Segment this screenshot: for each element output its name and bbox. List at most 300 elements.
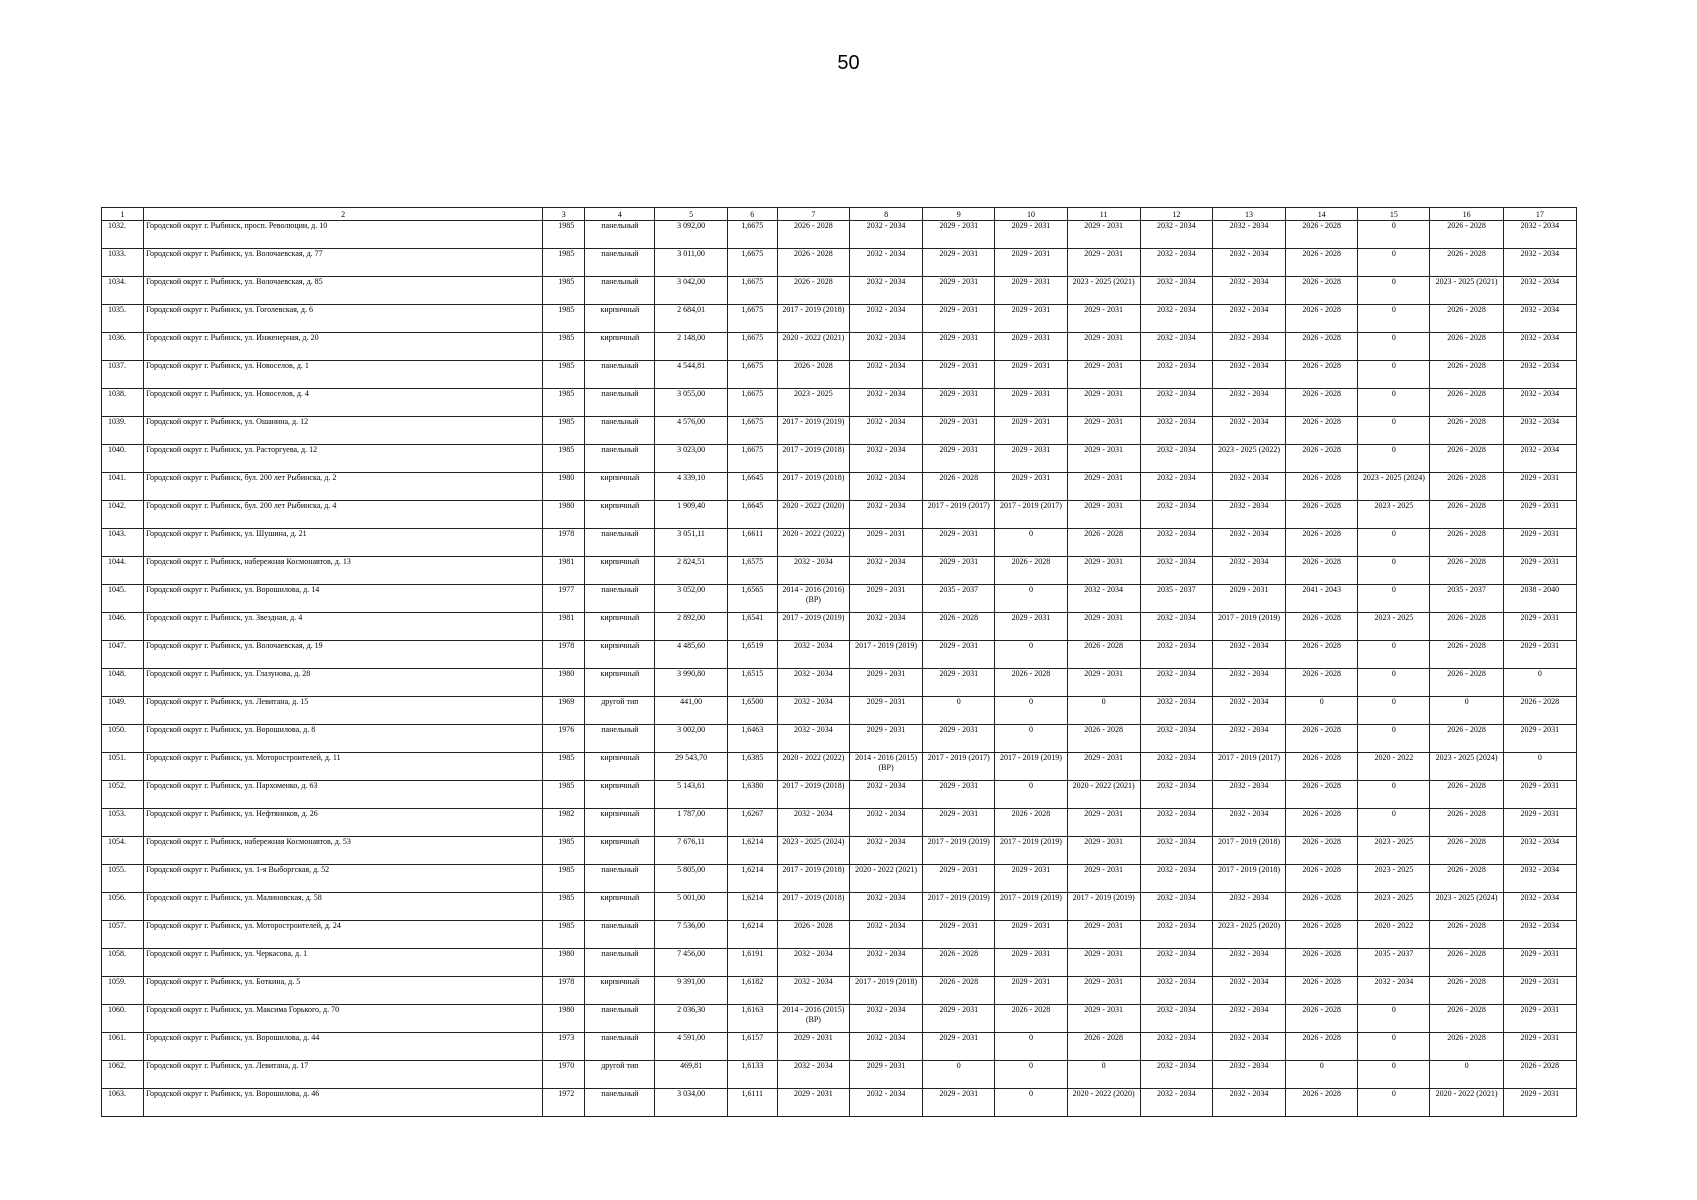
period-col-9-cell: 2026 - 2028 — [923, 473, 995, 501]
area-cell: 4 544,81 — [655, 361, 727, 389]
build-year-cell: 1985 — [543, 921, 585, 949]
coefficient-cell: 1,6214 — [727, 865, 777, 893]
period-col-16-cell: 0 — [1430, 1061, 1503, 1089]
period-col-8-cell: 2032 - 2034 — [849, 417, 922, 445]
period-col-17-cell: 0 — [1503, 669, 1576, 697]
period-col-11-cell: 2017 - 2019 (2019) — [1067, 893, 1140, 921]
wall-material-cell: другой тип — [585, 697, 655, 725]
period-col-15-cell: 0 — [1358, 277, 1430, 305]
period-col-8-cell: 2029 - 2031 — [849, 697, 922, 725]
period-col-15-cell: 0 — [1358, 781, 1430, 809]
period-col-10-cell: 0 — [995, 529, 1067, 557]
period-col-9-cell: 2029 - 2031 — [923, 809, 995, 837]
address-cell: Городской округ г. Рыбинск, ул. Новоселов, д. 4 — [144, 389, 543, 417]
period-col-7-cell: 2020 - 2022 (2022) — [777, 529, 849, 557]
period-col-16-cell: 2023 - 2025 (2021) — [1430, 277, 1503, 305]
period-col-17-cell: 2032 - 2034 — [1503, 221, 1576, 249]
period-col-7-cell: 2026 - 2028 — [777, 249, 849, 277]
coefficient-cell: 1,6565 — [727, 585, 777, 613]
row-number-cell: 1056. — [102, 893, 144, 921]
period-col-13-cell: 2032 - 2034 — [1212, 557, 1285, 585]
period-col-15-cell: 2023 - 2025 — [1358, 837, 1430, 865]
period-col-7-cell: 2014 - 2016 (2016) (ВР) — [777, 585, 849, 613]
row-number-cell: 1062. — [102, 1061, 144, 1089]
period-col-13-cell: 2032 - 2034 — [1212, 277, 1285, 305]
period-col-12-cell: 2032 - 2034 — [1140, 641, 1212, 669]
coefficient-cell: 1,6541 — [727, 613, 777, 641]
build-year-cell: 1985 — [543, 277, 585, 305]
period-col-15-cell: 0 — [1358, 641, 1430, 669]
row-number-cell: 1049. — [102, 697, 144, 725]
period-col-15-cell: 0 — [1358, 305, 1430, 333]
period-col-13-cell: 2032 - 2034 — [1212, 389, 1285, 417]
table-row — [102, 277, 1577, 305]
period-col-14-cell: 2026 - 2028 — [1286, 753, 1358, 781]
period-col-12-cell: 2032 - 2034 — [1140, 977, 1212, 1005]
period-col-10-cell: 0 — [995, 641, 1067, 669]
period-col-12-cell: 2032 - 2034 — [1140, 753, 1212, 781]
period-col-14-cell: 2026 - 2028 — [1286, 893, 1358, 921]
table-row — [102, 669, 1577, 697]
period-col-16-cell: 2026 - 2028 — [1430, 837, 1503, 865]
build-year-cell: 1980 — [543, 473, 585, 501]
build-year-cell: 1985 — [543, 837, 585, 865]
address-cell: Городской округ г. Рыбинск, ул. Малиновская, д. 58 — [144, 893, 543, 921]
row-number-cell: 1060. — [102, 1005, 144, 1033]
period-col-10-cell: 0 — [995, 781, 1067, 809]
period-col-14-cell: 2026 - 2028 — [1286, 1089, 1358, 1117]
period-col-14-cell: 2026 - 2028 — [1286, 557, 1358, 585]
period-col-10-cell: 2017 - 2019 (2019) — [995, 837, 1067, 865]
period-col-7-cell: 2020 - 2022 (2020) — [777, 501, 849, 529]
wall-material-cell: кирпичный — [585, 501, 655, 529]
area-cell: 4 485,60 — [655, 641, 727, 669]
period-col-13-cell: 2032 - 2034 — [1212, 669, 1285, 697]
table-row — [102, 585, 1577, 613]
period-col-12-cell: 2032 - 2034 — [1140, 613, 1212, 641]
wall-material-cell: панельный — [585, 1033, 655, 1061]
period-col-15-cell: 2035 - 2037 — [1358, 949, 1430, 977]
period-col-9-cell: 2017 - 2019 (2019) — [923, 837, 995, 865]
column-header-16: 16 — [1430, 208, 1503, 221]
period-col-14-cell: 2026 - 2028 — [1286, 389, 1358, 417]
period-col-9-cell: 2029 - 2031 — [923, 557, 995, 585]
period-col-9-cell: 2026 - 2028 — [923, 977, 995, 1005]
row-number-cell: 1058. — [102, 949, 144, 977]
address-cell: Городской округ г. Рыбинск, ул. Пархоменко, д. 63 — [144, 781, 543, 809]
area-cell: 7 536,00 — [655, 921, 727, 949]
coefficient-cell: 1,6463 — [727, 725, 777, 753]
table-row — [102, 1089, 1577, 1117]
wall-material-cell: панельный — [585, 529, 655, 557]
period-col-16-cell: 2026 - 2028 — [1430, 333, 1503, 361]
period-col-12-cell: 2032 - 2034 — [1140, 529, 1212, 557]
period-col-7-cell: 2017 - 2019 (2018) — [777, 473, 849, 501]
period-col-9-cell: 2017 - 2019 (2019) — [923, 893, 995, 921]
period-col-8-cell: 2032 - 2034 — [849, 389, 922, 417]
period-col-17-cell: 2026 - 2028 — [1503, 697, 1576, 725]
period-col-8-cell: 2032 - 2034 — [849, 1005, 922, 1033]
period-col-12-cell: 2032 - 2034 — [1140, 781, 1212, 809]
build-year-cell: 1981 — [543, 557, 585, 585]
area-cell: 469,81 — [655, 1061, 727, 1089]
area-cell: 4 591,00 — [655, 1033, 727, 1061]
period-col-12-cell: 2032 - 2034 — [1140, 305, 1212, 333]
period-col-12-cell: 2032 - 2034 — [1140, 697, 1212, 725]
period-col-13-cell: 2023 - 2025 (2020) — [1212, 921, 1285, 949]
row-number-cell: 1037. — [102, 361, 144, 389]
column-header-3: 3 — [543, 208, 585, 221]
period-col-11-cell: 2029 - 2031 — [1067, 809, 1140, 837]
period-col-8-cell: 2032 - 2034 — [849, 473, 922, 501]
row-number-cell: 1061. — [102, 1033, 144, 1061]
period-col-15-cell: 2032 - 2034 — [1358, 977, 1430, 1005]
column-header-8: 8 — [849, 208, 922, 221]
table-body — [102, 221, 1577, 1117]
period-col-8-cell: 2032 - 2034 — [849, 557, 922, 585]
period-col-14-cell: 2041 - 2043 — [1286, 585, 1358, 613]
period-col-15-cell: 0 — [1358, 585, 1430, 613]
table-row — [102, 557, 1577, 585]
build-year-cell: 1985 — [543, 305, 585, 333]
address-cell: Городской округ г. Рыбинск, ул. Максима Горького, д. 70 — [144, 1005, 543, 1033]
period-col-15-cell: 0 — [1358, 529, 1430, 557]
build-year-cell: 1985 — [543, 445, 585, 473]
period-col-7-cell: 2032 - 2034 — [777, 669, 849, 697]
period-col-10-cell: 2026 - 2028 — [995, 669, 1067, 697]
row-number-cell: 1044. — [102, 557, 144, 585]
period-col-11-cell: 2029 - 2031 — [1067, 977, 1140, 1005]
period-col-17-cell: 2032 - 2034 — [1503, 333, 1576, 361]
period-col-9-cell: 2029 - 2031 — [923, 641, 995, 669]
table-row — [102, 697, 1577, 725]
area-cell: 5 143,61 — [655, 781, 727, 809]
period-col-15-cell: 0 — [1358, 1033, 1430, 1061]
period-col-10-cell: 2029 - 2031 — [995, 417, 1067, 445]
build-year-cell: 1980 — [543, 1005, 585, 1033]
period-col-7-cell: 2032 - 2034 — [777, 557, 849, 585]
period-col-9-cell: 2029 - 2031 — [923, 1033, 995, 1061]
period-col-8-cell: 2032 - 2034 — [849, 837, 922, 865]
period-col-9-cell: 0 — [923, 697, 995, 725]
period-col-8-cell: 2032 - 2034 — [849, 221, 922, 249]
period-col-8-cell: 2032 - 2034 — [849, 809, 922, 837]
area-cell: 3 990,80 — [655, 669, 727, 697]
period-col-16-cell: 2035 - 2037 — [1430, 585, 1503, 613]
period-col-12-cell: 2032 - 2034 — [1140, 1033, 1212, 1061]
period-col-13-cell: 2032 - 2034 — [1212, 1005, 1285, 1033]
period-col-7-cell: 2017 - 2019 (2018) — [777, 893, 849, 921]
row-number-cell: 1041. — [102, 473, 144, 501]
period-col-11-cell: 2020 - 2022 (2020) — [1067, 1089, 1140, 1117]
period-col-13-cell: 2032 - 2034 — [1212, 501, 1285, 529]
period-col-13-cell: 2029 - 2031 — [1212, 585, 1285, 613]
period-col-12-cell: 2032 - 2034 — [1140, 221, 1212, 249]
period-col-10-cell: 2029 - 2031 — [995, 361, 1067, 389]
period-col-14-cell: 2026 - 2028 — [1286, 781, 1358, 809]
table-row — [102, 473, 1577, 501]
row-number-cell: 1033. — [102, 249, 144, 277]
table-row — [102, 389, 1577, 417]
period-col-11-cell: 2029 - 2031 — [1067, 389, 1140, 417]
period-col-13-cell: 2032 - 2034 — [1212, 809, 1285, 837]
period-col-13-cell: 2032 - 2034 — [1212, 977, 1285, 1005]
area-cell: 3 023,00 — [655, 445, 727, 473]
period-col-13-cell: 2032 - 2034 — [1212, 529, 1285, 557]
wall-material-cell: кирпичный — [585, 641, 655, 669]
row-number-cell: 1046. — [102, 613, 144, 641]
period-col-13-cell: 2032 - 2034 — [1212, 305, 1285, 333]
period-col-16-cell: 2026 - 2028 — [1430, 557, 1503, 585]
address-cell: Городской округ г. Рыбинск, набережная Космонавтов, д. 53 — [144, 837, 543, 865]
period-col-10-cell: 0 — [995, 585, 1067, 613]
period-col-17-cell: 2032 - 2034 — [1503, 361, 1576, 389]
period-col-16-cell: 2026 - 2028 — [1430, 725, 1503, 753]
row-number-cell: 1039. — [102, 417, 144, 445]
wall-material-cell: панельный — [585, 1089, 655, 1117]
period-col-9-cell: 0 — [923, 1061, 995, 1089]
period-col-16-cell: 2020 - 2022 (2021) — [1430, 1089, 1503, 1117]
wall-material-cell: панельный — [585, 361, 655, 389]
period-col-12-cell: 2032 - 2034 — [1140, 277, 1212, 305]
period-col-7-cell: 2017 - 2019 (2019) — [777, 613, 849, 641]
area-cell: 3 042,00 — [655, 277, 727, 305]
coefficient-cell: 1,6380 — [727, 781, 777, 809]
period-col-16-cell: 2026 - 2028 — [1430, 669, 1503, 697]
table-row — [102, 1005, 1577, 1033]
coefficient-cell: 1,6519 — [727, 641, 777, 669]
period-col-14-cell: 2026 - 2028 — [1286, 669, 1358, 697]
address-cell: Городской округ г. Рыбинск, ул. Волочаевская, д. 85 — [144, 277, 543, 305]
period-col-14-cell: 2026 - 2028 — [1286, 529, 1358, 557]
period-col-8-cell: 2032 - 2034 — [849, 893, 922, 921]
period-col-13-cell: 2032 - 2034 — [1212, 221, 1285, 249]
period-col-7-cell: 2029 - 2031 — [777, 1089, 849, 1117]
build-year-cell: 1985 — [543, 221, 585, 249]
period-col-16-cell: 2026 - 2028 — [1430, 865, 1503, 893]
wall-material-cell: панельный — [585, 1005, 655, 1033]
table-row — [102, 1061, 1577, 1089]
period-col-13-cell: 2023 - 2025 (2022) — [1212, 445, 1285, 473]
period-col-9-cell: 2017 - 2019 (2017) — [923, 501, 995, 529]
column-header-9: 9 — [923, 208, 995, 221]
column-header-2: 2 — [144, 208, 543, 221]
period-col-7-cell: 2023 - 2025 — [777, 389, 849, 417]
wall-material-cell: панельный — [585, 865, 655, 893]
build-year-cell: 1970 — [543, 1061, 585, 1089]
wall-material-cell: кирпичный — [585, 613, 655, 641]
area-cell: 7 456,00 — [655, 949, 727, 977]
wall-material-cell: кирпичный — [585, 753, 655, 781]
period-col-15-cell: 2020 - 2022 — [1358, 921, 1430, 949]
period-col-9-cell: 2029 - 2031 — [923, 921, 995, 949]
coefficient-cell: 1,6191 — [727, 949, 777, 977]
period-col-12-cell: 2032 - 2034 — [1140, 949, 1212, 977]
period-col-8-cell: 2029 - 2031 — [849, 725, 922, 753]
coefficient-cell: 1,6675 — [727, 445, 777, 473]
period-col-13-cell: 2032 - 2034 — [1212, 893, 1285, 921]
coefficient-cell: 1,6500 — [727, 697, 777, 725]
coefficient-cell: 1,6675 — [727, 277, 777, 305]
column-header-4: 4 — [585, 208, 655, 221]
area-cell: 3 051,11 — [655, 529, 727, 557]
row-number-cell: 1052. — [102, 781, 144, 809]
row-number-cell: 1059. — [102, 977, 144, 1005]
period-col-13-cell: 2032 - 2034 — [1212, 473, 1285, 501]
coefficient-cell: 1,6163 — [727, 1005, 777, 1033]
period-col-7-cell: 2026 - 2028 — [777, 221, 849, 249]
build-year-cell: 1985 — [543, 333, 585, 361]
wall-material-cell: панельный — [585, 221, 655, 249]
period-col-12-cell: 2035 - 2037 — [1140, 585, 1212, 613]
address-cell: Городской округ г. Рыбинск, ул. Волочаевская, д. 77 — [144, 249, 543, 277]
period-col-17-cell: 2032 - 2034 — [1503, 445, 1576, 473]
area-cell: 1 909,40 — [655, 501, 727, 529]
period-col-14-cell: 2026 - 2028 — [1286, 949, 1358, 977]
period-col-12-cell: 2032 - 2034 — [1140, 725, 1212, 753]
build-year-cell: 1985 — [543, 389, 585, 417]
period-col-9-cell: 2017 - 2019 (2017) — [923, 753, 995, 781]
period-col-17-cell: 2032 - 2034 — [1503, 417, 1576, 445]
period-col-16-cell: 2026 - 2028 — [1430, 221, 1503, 249]
column-header-13: 13 — [1212, 208, 1285, 221]
period-col-10-cell: 2029 - 2031 — [995, 221, 1067, 249]
period-col-17-cell: 2032 - 2034 — [1503, 249, 1576, 277]
period-col-17-cell: 2029 - 2031 — [1503, 1005, 1576, 1033]
period-col-14-cell: 0 — [1286, 1061, 1358, 1089]
address-cell: Городской округ г. Рыбинск, ул. Волочаевская, д. 19 — [144, 641, 543, 669]
period-col-10-cell: 0 — [995, 1061, 1067, 1089]
period-col-14-cell: 2026 - 2028 — [1286, 277, 1358, 305]
wall-material-cell: кирпичный — [585, 557, 655, 585]
period-col-15-cell: 0 — [1358, 725, 1430, 753]
period-col-8-cell: 2032 - 2034 — [849, 949, 922, 977]
period-col-10-cell: 2029 - 2031 — [995, 389, 1067, 417]
period-col-9-cell: 2029 - 2031 — [923, 333, 995, 361]
period-col-13-cell: 2032 - 2034 — [1212, 1089, 1285, 1117]
period-col-16-cell: 2026 - 2028 — [1430, 473, 1503, 501]
column-header-5: 5 — [655, 208, 727, 221]
build-year-cell: 1985 — [543, 865, 585, 893]
table-row — [102, 333, 1577, 361]
coefficient-cell: 1,6611 — [727, 529, 777, 557]
period-col-12-cell: 2032 - 2034 — [1140, 669, 1212, 697]
period-col-8-cell: 2032 - 2034 — [849, 445, 922, 473]
period-col-9-cell: 2029 - 2031 — [923, 445, 995, 473]
period-col-9-cell: 2026 - 2028 — [923, 949, 995, 977]
column-header-7: 7 — [777, 208, 849, 221]
period-col-8-cell: 2032 - 2034 — [849, 921, 922, 949]
area-cell: 3 055,00 — [655, 389, 727, 417]
wall-material-cell: кирпичный — [585, 473, 655, 501]
period-col-10-cell: 2026 - 2028 — [995, 557, 1067, 585]
coefficient-cell: 1,6214 — [727, 837, 777, 865]
period-col-11-cell: 2026 - 2028 — [1067, 725, 1140, 753]
period-col-8-cell: 2029 - 2031 — [849, 529, 922, 557]
period-col-7-cell: 2017 - 2019 (2018) — [777, 781, 849, 809]
period-col-17-cell: 2029 - 2031 — [1503, 949, 1576, 977]
area-cell: 2 892,00 — [655, 613, 727, 641]
period-col-11-cell: 2029 - 2031 — [1067, 753, 1140, 781]
period-col-17-cell: 2032 - 2034 — [1503, 921, 1576, 949]
period-col-14-cell: 2026 - 2028 — [1286, 641, 1358, 669]
period-col-11-cell: 2026 - 2028 — [1067, 641, 1140, 669]
period-col-13-cell: 2032 - 2034 — [1212, 1061, 1285, 1089]
period-col-17-cell: 0 — [1503, 753, 1576, 781]
period-col-17-cell: 2032 - 2034 — [1503, 837, 1576, 865]
period-col-16-cell: 2026 - 2028 — [1430, 1005, 1503, 1033]
period-col-11-cell: 2029 - 2031 — [1067, 445, 1140, 473]
period-col-9-cell: 2029 - 2031 — [923, 361, 995, 389]
period-col-8-cell: 2014 - 2016 (2015) (ВР) — [849, 753, 922, 781]
period-col-17-cell: 2038 - 2040 — [1503, 585, 1576, 613]
period-col-12-cell: 2032 - 2034 — [1140, 1089, 1212, 1117]
row-number-cell: 1043. — [102, 529, 144, 557]
period-col-9-cell: 2029 - 2031 — [923, 781, 995, 809]
row-number-cell: 1048. — [102, 669, 144, 697]
period-col-14-cell: 2026 - 2028 — [1286, 921, 1358, 949]
period-col-11-cell: 2026 - 2028 — [1067, 529, 1140, 557]
coefficient-cell: 1,6675 — [727, 249, 777, 277]
period-col-8-cell: 2032 - 2034 — [849, 277, 922, 305]
row-number-cell: 1063. — [102, 1089, 144, 1117]
period-col-11-cell: 2029 - 2031 — [1067, 333, 1140, 361]
coefficient-cell: 1,6645 — [727, 501, 777, 529]
address-cell: Городской округ г. Рыбинск, ул. Ворошилова, д. 44 — [144, 1033, 543, 1061]
period-col-11-cell: 2029 - 2031 — [1067, 865, 1140, 893]
period-col-16-cell: 2026 - 2028 — [1430, 809, 1503, 837]
coefficient-cell: 1,6267 — [727, 809, 777, 837]
period-col-8-cell: 2029 - 2031 — [849, 669, 922, 697]
wall-material-cell: кирпичный — [585, 977, 655, 1005]
period-col-7-cell: 2026 - 2028 — [777, 361, 849, 389]
period-col-14-cell: 2026 - 2028 — [1286, 417, 1358, 445]
build-year-cell: 1982 — [543, 809, 585, 837]
period-col-11-cell: 2029 - 2031 — [1067, 249, 1140, 277]
area-cell: 7 676,11 — [655, 837, 727, 865]
row-number-cell: 1051. — [102, 753, 144, 781]
address-cell: Городской округ г. Рыбинск, ул. Моторостроителей, д. 24 — [144, 921, 543, 949]
period-col-14-cell: 2026 - 2028 — [1286, 613, 1358, 641]
period-col-9-cell: 2029 - 2031 — [923, 1005, 995, 1033]
period-col-10-cell: 2017 - 2019 (2019) — [995, 893, 1067, 921]
period-col-14-cell: 2026 - 2028 — [1286, 473, 1358, 501]
build-year-cell: 1976 — [543, 725, 585, 753]
period-col-7-cell: 2023 - 2025 (2024) — [777, 837, 849, 865]
period-col-7-cell: 2032 - 2034 — [777, 641, 849, 669]
period-col-15-cell: 0 — [1358, 221, 1430, 249]
period-col-15-cell: 0 — [1358, 1005, 1430, 1033]
build-year-cell: 1985 — [543, 781, 585, 809]
address-cell: Городской округ г. Рыбинск, ул. Звездная, д. 4 — [144, 613, 543, 641]
period-col-9-cell: 2029 - 2031 — [923, 417, 995, 445]
build-year-cell: 1985 — [543, 753, 585, 781]
period-col-16-cell: 2026 - 2028 — [1430, 641, 1503, 669]
area-cell: 9 391,00 — [655, 977, 727, 1005]
period-col-15-cell: 0 — [1358, 809, 1430, 837]
period-col-8-cell: 2032 - 2034 — [849, 333, 922, 361]
period-col-16-cell: 2026 - 2028 — [1430, 977, 1503, 1005]
period-col-17-cell: 2029 - 2031 — [1503, 529, 1576, 557]
build-year-cell: 1977 — [543, 585, 585, 613]
period-col-17-cell: 2032 - 2034 — [1503, 865, 1576, 893]
period-col-10-cell: 0 — [995, 1033, 1067, 1061]
period-col-14-cell: 2026 - 2028 — [1286, 333, 1358, 361]
period-col-13-cell: 2032 - 2034 — [1212, 781, 1285, 809]
period-col-15-cell: 0 — [1358, 389, 1430, 417]
area-cell: 441,00 — [655, 697, 727, 725]
table-row — [102, 221, 1577, 249]
